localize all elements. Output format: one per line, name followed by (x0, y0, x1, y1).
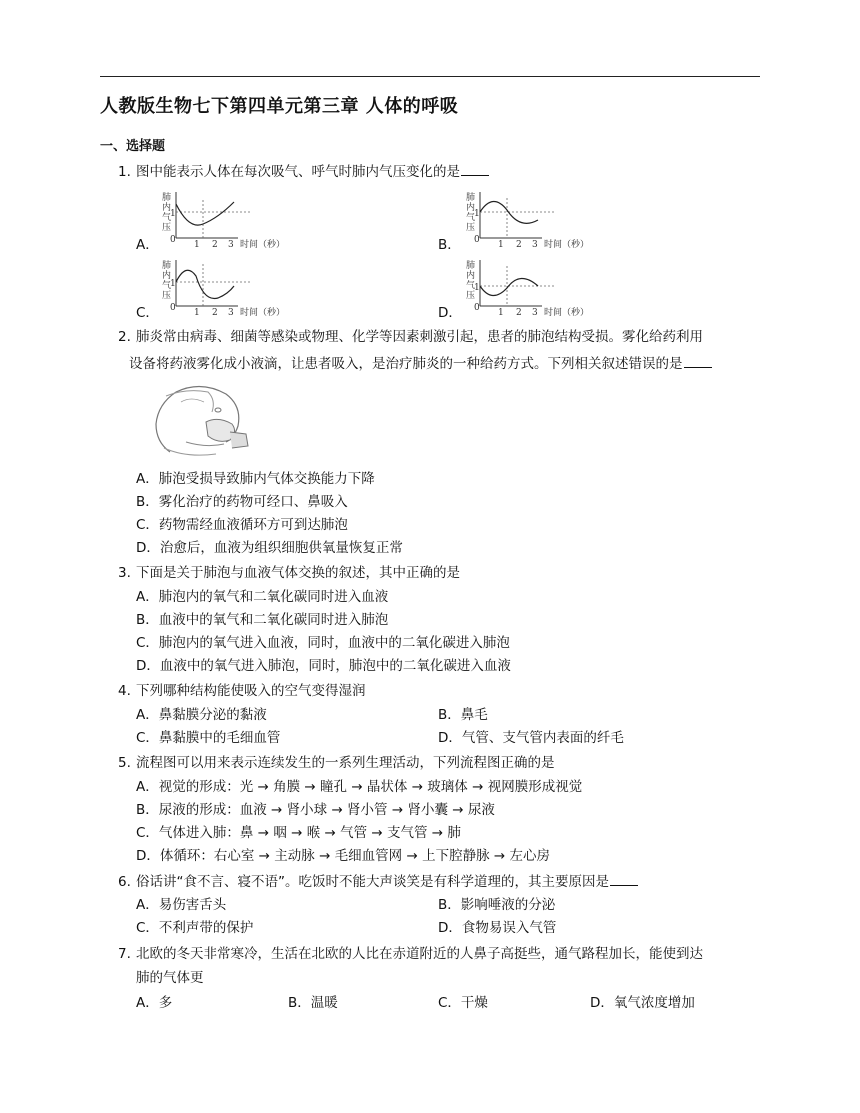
svg-text:1: 1 (170, 209, 176, 219)
q6-option-a[interactable]: A．易伤害舌头 (136, 897, 227, 913)
q2-option-a[interactable]: A．肺泡受损导致肺内气体交换能力下降 (136, 471, 375, 487)
question-1 (118, 160, 489, 184)
question-7 (118, 943, 703, 966)
page-title: 人教版生物七下第四单元第三章 人体的呼吸 (100, 96, 459, 117)
svg-text:2: 2 (516, 240, 522, 250)
question-3 (118, 562, 460, 585)
question-number: 4. (118, 683, 131, 699)
svg-text:1: 1 (474, 283, 480, 293)
q5-option-c[interactable]: C．气体进入肺：鼻 → 咽 → 喉 → 气管 → 支气管 → 肺 (136, 825, 461, 841)
question-text: 下面是关于肺泡与血液气体交换的叙述，其中正确的是 (136, 565, 460, 581)
q4-option-b[interactable]: B．鼻毛 (438, 707, 488, 723)
q4-option-a[interactable]: A．鼻黏膜分泌的黏液 (136, 707, 267, 723)
svg-text:0: 0 (474, 235, 480, 245)
svg-text:1: 1 (194, 240, 200, 250)
question-5 (118, 752, 555, 775)
q2-option-d[interactable]: D．治愈后，血液为组织细胞供氧量恢复正常 (136, 540, 403, 556)
question-number: 6. (118, 874, 131, 890)
nebulizer-illustration (146, 382, 258, 460)
svg-text:时间（秒）: 时间（秒） (240, 240, 286, 250)
q6-option-b[interactable]: B．影响唾液的分泌 (438, 897, 556, 913)
q4-option-c[interactable]: C．鼻黏膜中的毛细血管 (136, 730, 281, 746)
q4-option-d[interactable]: D．气管、支气管内表面的纤毛 (438, 730, 624, 746)
answer-blank (684, 352, 712, 368)
q1-option-d[interactable]: D． (438, 305, 462, 321)
q3-option-d[interactable]: D．血液中的氧气进入肺泡，同时，肺泡中的二氧化碳进入血液 (136, 658, 511, 674)
question-6 (118, 870, 638, 894)
q1-option-a[interactable]: A． (136, 237, 159, 253)
question-number: 7. (118, 946, 131, 962)
q7-option-a[interactable]: A．多 (136, 995, 173, 1011)
question-text-line1: 肺炎常由病毒、细菌等感染或物理、化学等因素刺激引起，患者的肺泡结构受损。雾化给药利用 (136, 329, 703, 345)
question-number: 3. (118, 565, 131, 581)
svg-text:1: 1 (498, 308, 504, 318)
q3-option-c[interactable]: C．肺泡内的氧气进入血液，同时，血液中的二氧化碳进入肺泡 (136, 635, 510, 651)
q3-option-b[interactable]: B．血液中的氧气和二氧化碳同时进入肺泡 (136, 612, 389, 628)
svg-text:0: 0 (170, 303, 176, 313)
question-4 (118, 680, 366, 703)
question-text: 图中能表示人体在每次吸气、呼气时肺内气压变化的是 (136, 164, 460, 180)
svg-text:1: 1 (194, 308, 200, 318)
svg-text:2: 2 (212, 240, 218, 250)
svg-text:1: 1 (170, 279, 176, 289)
question-2 (118, 326, 703, 349)
svg-text:3: 3 (228, 308, 234, 318)
question-text-line2: 设备将药液雾化成小液滴，让患者吸入，是治疗肺炎的一种给药方式。下列相关叙述错误的是 (129, 356, 683, 372)
q5-option-b[interactable]: B．尿液的形成：血液 → 肾小球 → 肾小管 → 肾小囊 → 尿液 (136, 802, 495, 818)
q6-option-d[interactable]: D．食物易误入气管 (438, 920, 557, 936)
svg-text:3: 3 (532, 308, 538, 318)
graph-a (158, 190, 298, 250)
question-text: 下列哪种结构能使吸入的空气变得湿润 (136, 683, 366, 699)
q1-option-c[interactable]: C． (136, 305, 159, 321)
graph-d (462, 258, 602, 318)
question-text: 流程图可以用来表示连续发生的一系列生理活动，下列流程图正确的是 (136, 755, 555, 771)
svg-text:时间（秒）: 时间（秒） (544, 308, 590, 318)
question-text: 俗话讲“食不言、寝不语”。吃饭时不能大声谈笑是有科学道理的，其主要原因是 (136, 874, 609, 890)
top-rule (100, 76, 760, 77)
answer-blank (461, 160, 489, 176)
graph-c (158, 258, 298, 318)
svg-text:3: 3 (532, 240, 538, 250)
svg-text:0: 0 (170, 235, 176, 245)
svg-text:0: 0 (474, 303, 480, 313)
question-7-line2: 肺的气体更 (136, 970, 204, 986)
svg-text:2: 2 (212, 308, 218, 318)
question-number: 5. (118, 755, 131, 771)
question-2-line2 (129, 352, 712, 376)
yaxis-label: 肺内气压 (162, 261, 172, 301)
svg-text:3: 3 (228, 240, 234, 250)
section-heading: 一、选择题 (100, 139, 166, 154)
q5-option-a[interactable]: A．视觉的形成：光 → 角膜 → 瞳孔 → 晶状体 → 玻璃体 → 视网膜形成视觉 (136, 779, 583, 795)
yaxis-label: 肺内气压 (466, 261, 476, 301)
yaxis-label: 肺内气压 (466, 193, 476, 233)
q7-option-c[interactable]: C．干燥 (438, 995, 488, 1011)
svg-text:时间（秒）: 时间（秒） (544, 240, 590, 250)
question-number: 2. (118, 329, 131, 345)
question-text-line1: 北欧的冬天非常寒冷，生活在北欧的人比在赤道附近的人鼻子高挺些，通气路程加长，能使到达 (136, 946, 703, 962)
q2-option-c[interactable]: C．药物需经血液循环方可到达肺泡 (136, 517, 348, 533)
q6-option-c[interactable]: C．不利声带的保护 (136, 920, 254, 936)
yaxis-label: 肺内气压 (162, 193, 172, 233)
svg-text:1: 1 (474, 209, 480, 219)
q1-option-b[interactable]: B． (438, 237, 461, 253)
svg-text:1: 1 (498, 240, 504, 250)
q3-option-a[interactable]: A．肺泡内的氧气和二氧化碳同时进入血液 (136, 589, 389, 605)
question-number: 1. (118, 164, 131, 180)
svg-text:2: 2 (516, 308, 522, 318)
graph-b (462, 190, 602, 250)
q2-option-b[interactable]: B．雾化治疗的药物可经口、鼻吸入 (136, 494, 348, 510)
answer-blank (610, 870, 638, 886)
svg-text:时间（秒）: 时间（秒） (240, 308, 286, 318)
q7-option-b[interactable]: B．温暖 (288, 995, 338, 1011)
q7-option-d[interactable]: D．氧气浓度增加 (590, 995, 695, 1011)
q5-option-d[interactable]: D．体循环：右心室 → 主动脉 → 毛细血管网 → 上下腔静脉 → 左心房 (136, 848, 550, 864)
